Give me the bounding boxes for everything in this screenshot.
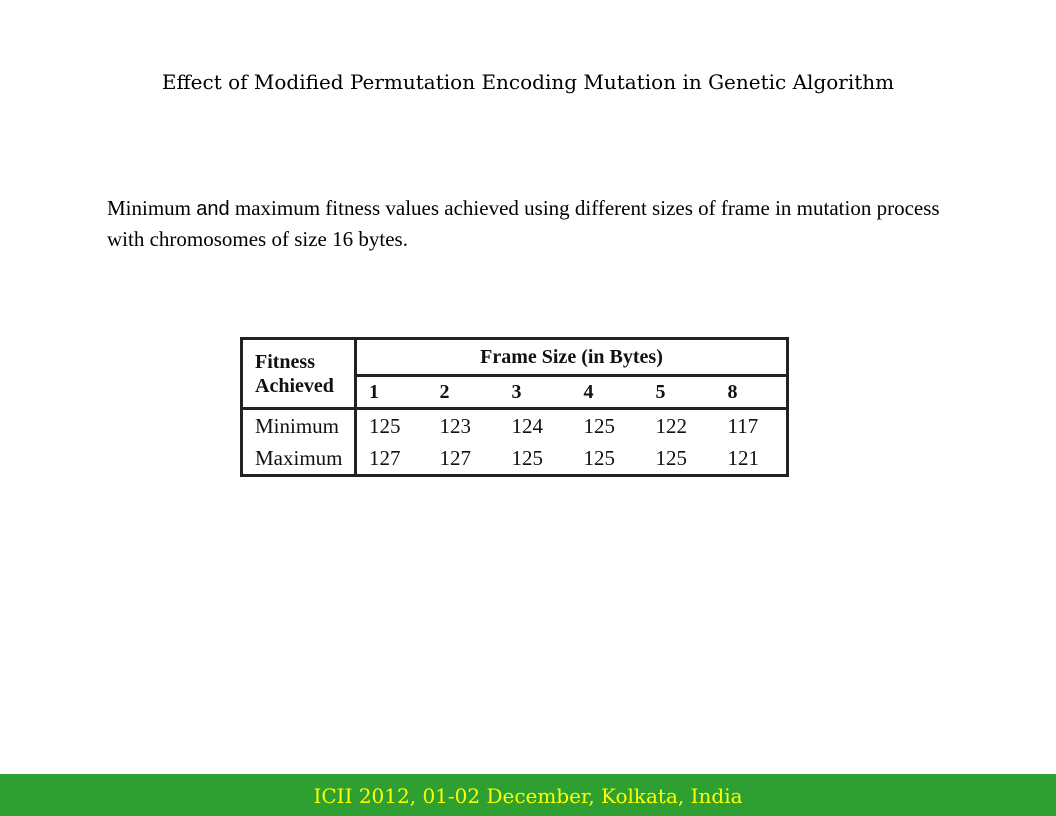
frame-size-cell: 8 xyxy=(716,376,788,409)
frame-size-cell: 4 xyxy=(572,376,644,409)
frame-size-cell: 2 xyxy=(428,376,500,409)
frame-size-cell: 5 xyxy=(644,376,716,409)
table-row-minimum xyxy=(242,409,788,443)
table-cell: 127 xyxy=(439,445,471,470)
table-cell: 117 xyxy=(727,413,759,438)
fitness-table xyxy=(240,337,789,477)
row-label-minimum: Minimum xyxy=(242,409,356,443)
slide-caption xyxy=(107,193,967,254)
fitness-table-container xyxy=(240,337,789,470)
slide-title: Effect of Modified Permutation Encoding Mutation in Genetic Algorithm xyxy=(161,70,895,94)
caption-part-2: maximum fitness values achieved using different sizes of frame in mutation process with chromosomes of size 16 bytes. xyxy=(107,196,940,251)
caption-part-1: Minimum xyxy=(107,196,197,220)
table-cell: 127 xyxy=(369,445,401,470)
fitness-header-line-2: Achieved xyxy=(255,374,334,397)
table-cell: 125 xyxy=(583,413,615,438)
fitness-header-line-1: Fitness xyxy=(255,350,315,373)
frame-size-header: Frame Size (in Bytes) xyxy=(356,339,788,376)
table-row-maximum xyxy=(242,442,788,476)
table-header-row xyxy=(242,339,788,376)
table-cell: 125 xyxy=(369,413,401,438)
caption-and: and xyxy=(196,198,230,220)
table-cell: 125 xyxy=(511,445,543,470)
table-cell: 122 xyxy=(655,413,687,438)
fitness-achieved-header xyxy=(242,339,356,409)
frame-size-cell: 3 xyxy=(500,376,572,409)
table-cell: 125 xyxy=(583,445,615,470)
table-cell: 125 xyxy=(655,445,687,470)
table-cell: 123 xyxy=(439,413,471,438)
frame-size-cell: 1 xyxy=(356,376,428,409)
table-cell: 124 xyxy=(511,413,543,438)
footer-bar xyxy=(0,774,1056,816)
row-label-maximum: Maximum xyxy=(242,442,356,476)
footer-text: ICII 2012, 01-02 December, Kolkata, India xyxy=(313,784,743,808)
table-cell: 121 xyxy=(727,445,759,470)
